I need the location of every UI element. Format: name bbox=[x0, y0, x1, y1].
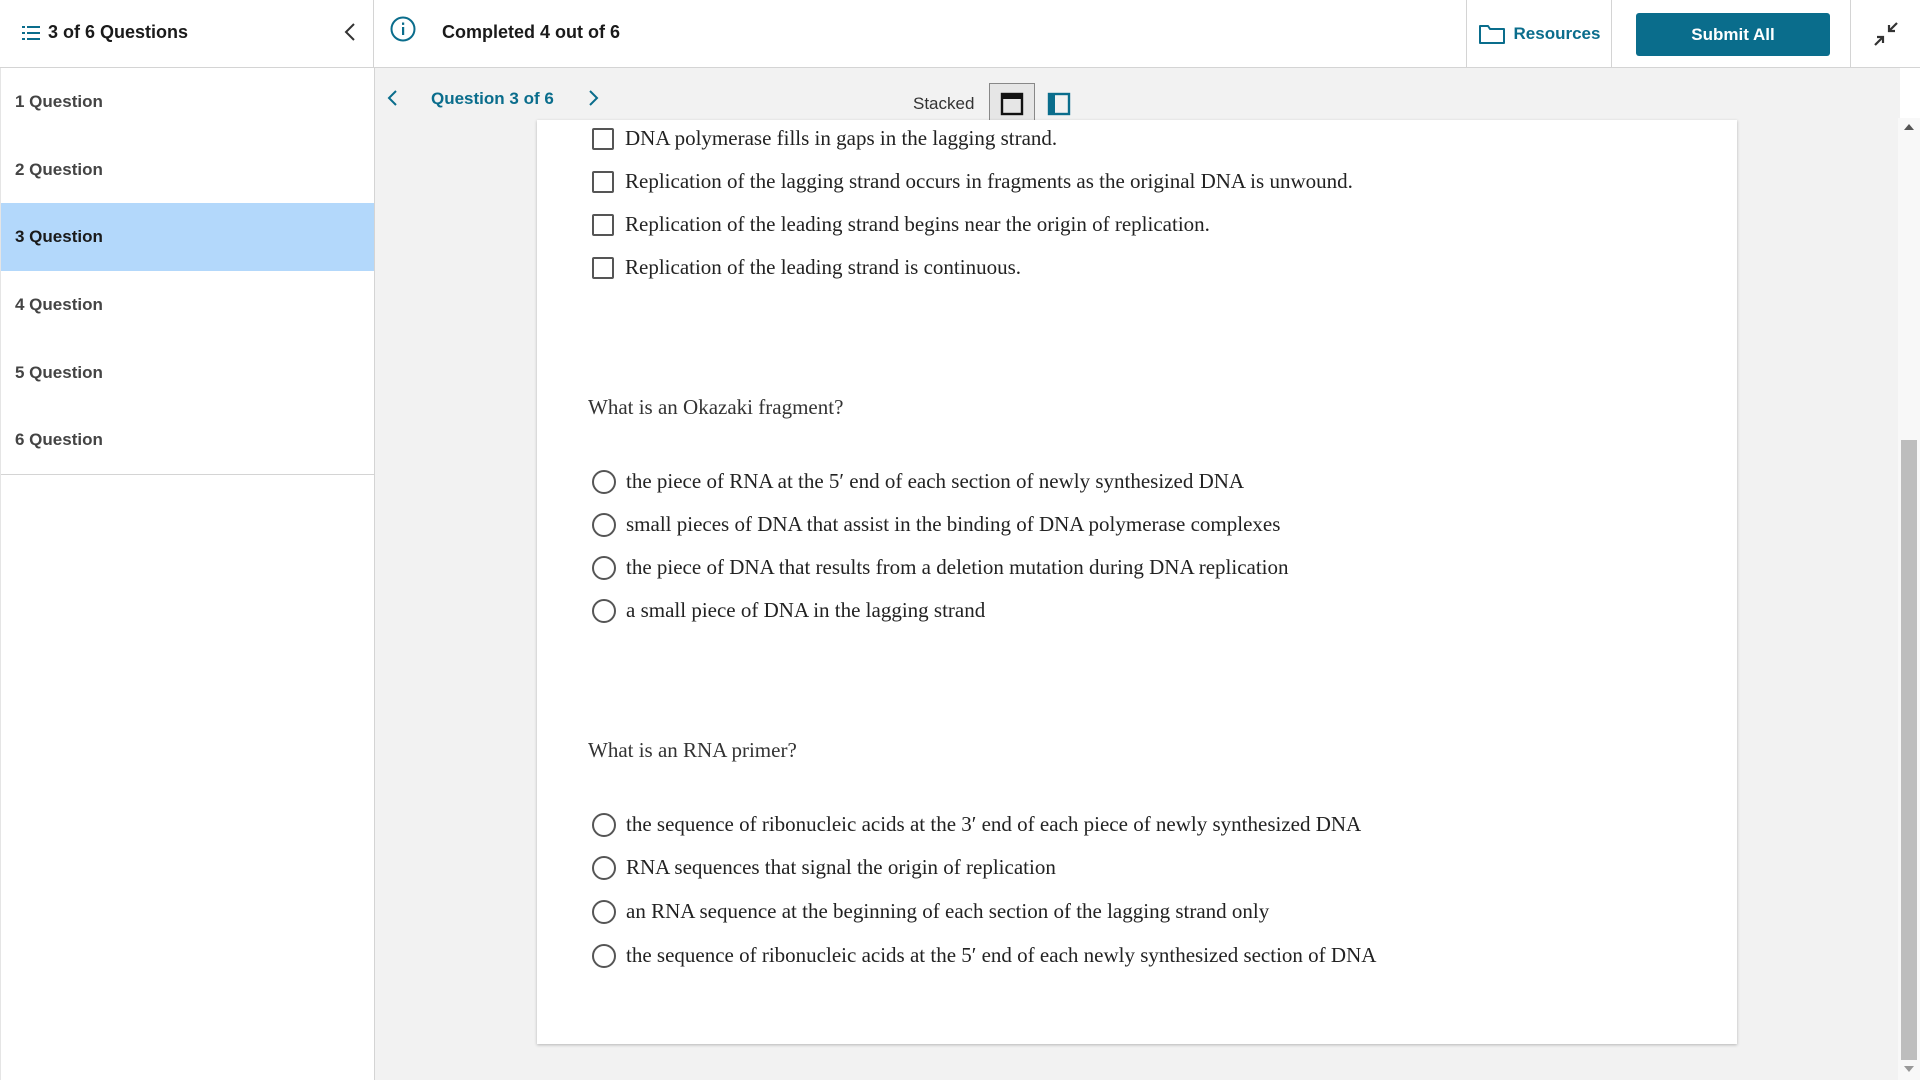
completion-status: Completed 4 out of 6 bbox=[442, 22, 621, 42]
option-text: Replication of the leading strand begins near the origin of replication. bbox=[625, 212, 1210, 236]
question-nav-label: Question 3 of 6 bbox=[431, 89, 554, 108]
radio-option-okazaki-2[interactable] bbox=[592, 512, 1280, 537]
side-by-side-view-icon bbox=[1047, 92, 1071, 116]
checkbox[interactable] bbox=[592, 257, 614, 279]
radio-button[interactable] bbox=[592, 944, 616, 968]
option-text: an RNA sequence at the beginning of each section of the lagging strand only bbox=[626, 899, 1270, 923]
option-text: RNA sequences that signal the origin of replication bbox=[626, 855, 1056, 879]
sidebar-item-question-4[interactable]: 4 Question bbox=[15, 294, 103, 314]
option-text: Replication of the leading strand is continuous. bbox=[625, 255, 1022, 279]
option-text: the sequence of ribonucleic acids at the 3′ end of each piece of newly synthesized DNA bbox=[626, 812, 1362, 836]
sidebar-item-question-6[interactable]: 6 Question bbox=[15, 430, 103, 450]
question-count: 3 of 6 Questions bbox=[48, 22, 189, 42]
radio-button[interactable] bbox=[592, 556, 616, 580]
stacked-view-icon bbox=[1000, 92, 1024, 116]
radio-option-primer-4[interactable] bbox=[592, 943, 1376, 968]
option-text: a small piece of DNA in the lagging strand bbox=[626, 598, 986, 622]
side-by-side-view-button[interactable] bbox=[1036, 83, 1082, 125]
checkbox-option-4[interactable] bbox=[592, 255, 1021, 280]
view-mode-label: Stacked bbox=[913, 94, 975, 113]
radio-option-okazaki-4[interactable] bbox=[592, 598, 985, 623]
radio-option-okazaki-1[interactable] bbox=[592, 469, 1244, 494]
resources-label: Resources bbox=[1513, 23, 1601, 43]
folder-icon bbox=[1478, 23, 1506, 45]
question-panel-header bbox=[0, 0, 374, 67]
option-text: the piece of RNA at the 5′ end of each section of newly synthesized DNA bbox=[626, 469, 1245, 493]
radio-button[interactable] bbox=[592, 470, 616, 494]
checkbox[interactable] bbox=[592, 171, 614, 193]
radio-button[interactable] bbox=[592, 813, 616, 837]
option-text: small pieces of DNA that assist in the binding of DNA polymerase complexes bbox=[626, 512, 1281, 536]
scroll-down-arrow[interactable] bbox=[1904, 1066, 1914, 1072]
shrink-icon bbox=[1871, 19, 1901, 49]
scrollbar-thumb[interactable] bbox=[1901, 440, 1917, 1060]
list-icon bbox=[22, 24, 40, 42]
checkbox[interactable] bbox=[592, 128, 614, 150]
stacked-view-button[interactable] bbox=[989, 83, 1035, 125]
checkbox-option-2[interactable] bbox=[592, 169, 1353, 194]
top-bar bbox=[0, 0, 1920, 68]
checkbox-option-1[interactable] bbox=[592, 126, 1057, 151]
collapse-panel-button[interactable] bbox=[340, 20, 360, 44]
question-card bbox=[537, 120, 1737, 1044]
previous-question-button[interactable] bbox=[385, 88, 401, 108]
option-text: the sequence of ribonucleic acids at the 5′ end of each newly synthesized section of DNA bbox=[626, 943, 1377, 967]
submit-all-button[interactable]: Submit All bbox=[1636, 13, 1830, 56]
sidebar-item-question-2[interactable]: 2 Question bbox=[15, 159, 103, 179]
option-text: the piece of DNA that results from a deletion mutation during DNA replication bbox=[626, 555, 1289, 579]
exit-fullscreen-button[interactable] bbox=[1850, 0, 1920, 67]
info-icon[interactable] bbox=[390, 16, 416, 42]
sidebar-item-question-1[interactable]: 1 Question bbox=[15, 91, 103, 111]
scroll-up-arrow[interactable] bbox=[1904, 124, 1914, 130]
resources-button[interactable] bbox=[1466, 0, 1612, 67]
next-question-button[interactable] bbox=[585, 88, 601, 108]
radio-option-primer-2[interactable] bbox=[592, 855, 1056, 880]
checkbox-option-3[interactable] bbox=[592, 212, 1210, 237]
question-sidebar bbox=[0, 68, 375, 1080]
question-text-rna-primer: What is an RNA primer? bbox=[588, 738, 797, 762]
radio-button[interactable] bbox=[592, 900, 616, 924]
radio-button[interactable] bbox=[592, 856, 616, 880]
option-text: DNA polymerase fills in gaps in the lagging strand. bbox=[625, 126, 1058, 150]
sidebar-item-question-5[interactable]: 5 Question bbox=[15, 362, 103, 382]
option-text: Replication of the lagging strand occurs in fragments as the original DNA is unwound. bbox=[625, 169, 1353, 193]
radio-option-primer-3[interactable] bbox=[592, 899, 1269, 924]
question-text-okazaki: What is an Okazaki fragment? bbox=[588, 395, 844, 419]
radio-option-primer-1[interactable] bbox=[592, 812, 1361, 837]
radio-button[interactable] bbox=[592, 513, 616, 537]
checkbox[interactable] bbox=[592, 214, 614, 236]
radio-button[interactable] bbox=[592, 599, 616, 623]
question-list bbox=[1, 68, 374, 475]
radio-option-okazaki-3[interactable] bbox=[592, 555, 1289, 580]
main-content bbox=[375, 68, 1900, 1080]
sidebar-item-question-3[interactable]: 3 Question bbox=[1, 203, 374, 271]
